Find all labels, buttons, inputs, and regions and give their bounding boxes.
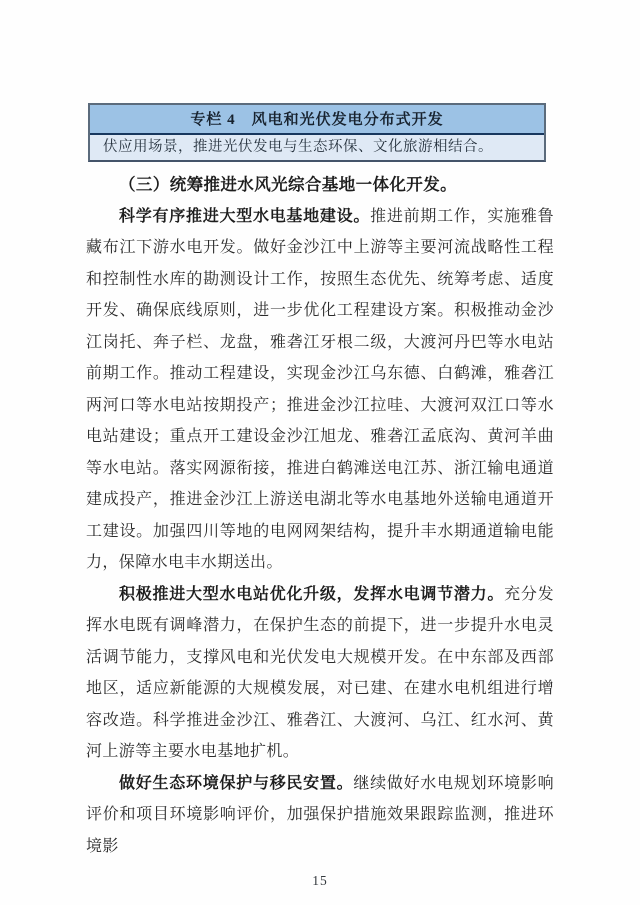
box4-callout [88, 103, 546, 162]
paragraph-lead: 做好生态环境保护与移民安置。 [119, 774, 354, 792]
paragraph-body: 充分发挥水电既有调峰潜力，在保护生态的前提下，进一步提升水电灵活调节能力，支撑风电和光伏发电大规模开发。在中东部及西部地区，适应新能源的大规模发展，对已建、在建水电机组进行增容改造。科学推进金沙江、雅砻江、大渡河、乌江、红水河、黄河上游等主要水电基地扩机。 [86, 585, 554, 760]
paragraph-environment-resettlement [86, 768, 554, 863]
box4-title: 专栏 4 风电和光伏发电分布式开发 [90, 105, 544, 135]
box4-body-text: 伏应用场景，推进光伏发电与生态环保、文化旅游相结合。 [90, 135, 544, 160]
paragraph-station-upgrades [86, 579, 554, 768]
paragraph-hydropower-bases [86, 201, 554, 579]
page-number: 15 [312, 873, 328, 888]
section-heading: （三）统筹推进水风光综合基地一体化开发。 [119, 175, 457, 194]
paragraph-lead: 科学有序推进大型水电基地建设。 [119, 207, 371, 225]
paragraph-body: 继续做好水电规划环境影响评价和项目环境影响评价，加强保护措施效果跟踪监测，推进环境影 [86, 774, 554, 855]
paragraph-body: 推进前期工作，实施雅鲁藏布江下游水电开发。做好金沙江中上游等主要河流战略性工程和控制性水库的勘测设计工作，按照生态优先、统筹考虑、适度开发、确保底线原则，进一步优化工程建设方案。积极推动金沙江岗托、奔子栏、龙盘，雅砻江牙根二级，大渡河丹巴等水电站前期工作。推动工程建设，实现金沙江乌东德、白鹤滩，雅砻江两河口等水电站按期投产；推进金沙江拉哇、大渡河双江口等水电站建设；重点开工建设金沙江旭龙、雅砻江孟底沟、黄河羊曲等水电站。落实网源衔接，推进白鹤滩送电江苏、浙江输电通道建成投产，推进金沙江上游送电湖北等水电基地外送输电通道开工建设。加强四川等地的电网网架结构，提升丰水期通道输电能力，保障水电丰水期送出。 [86, 207, 554, 571]
paragraph-lead: 积极推进大型水电站优化升级，发挥水电调节潜力。 [119, 585, 505, 603]
